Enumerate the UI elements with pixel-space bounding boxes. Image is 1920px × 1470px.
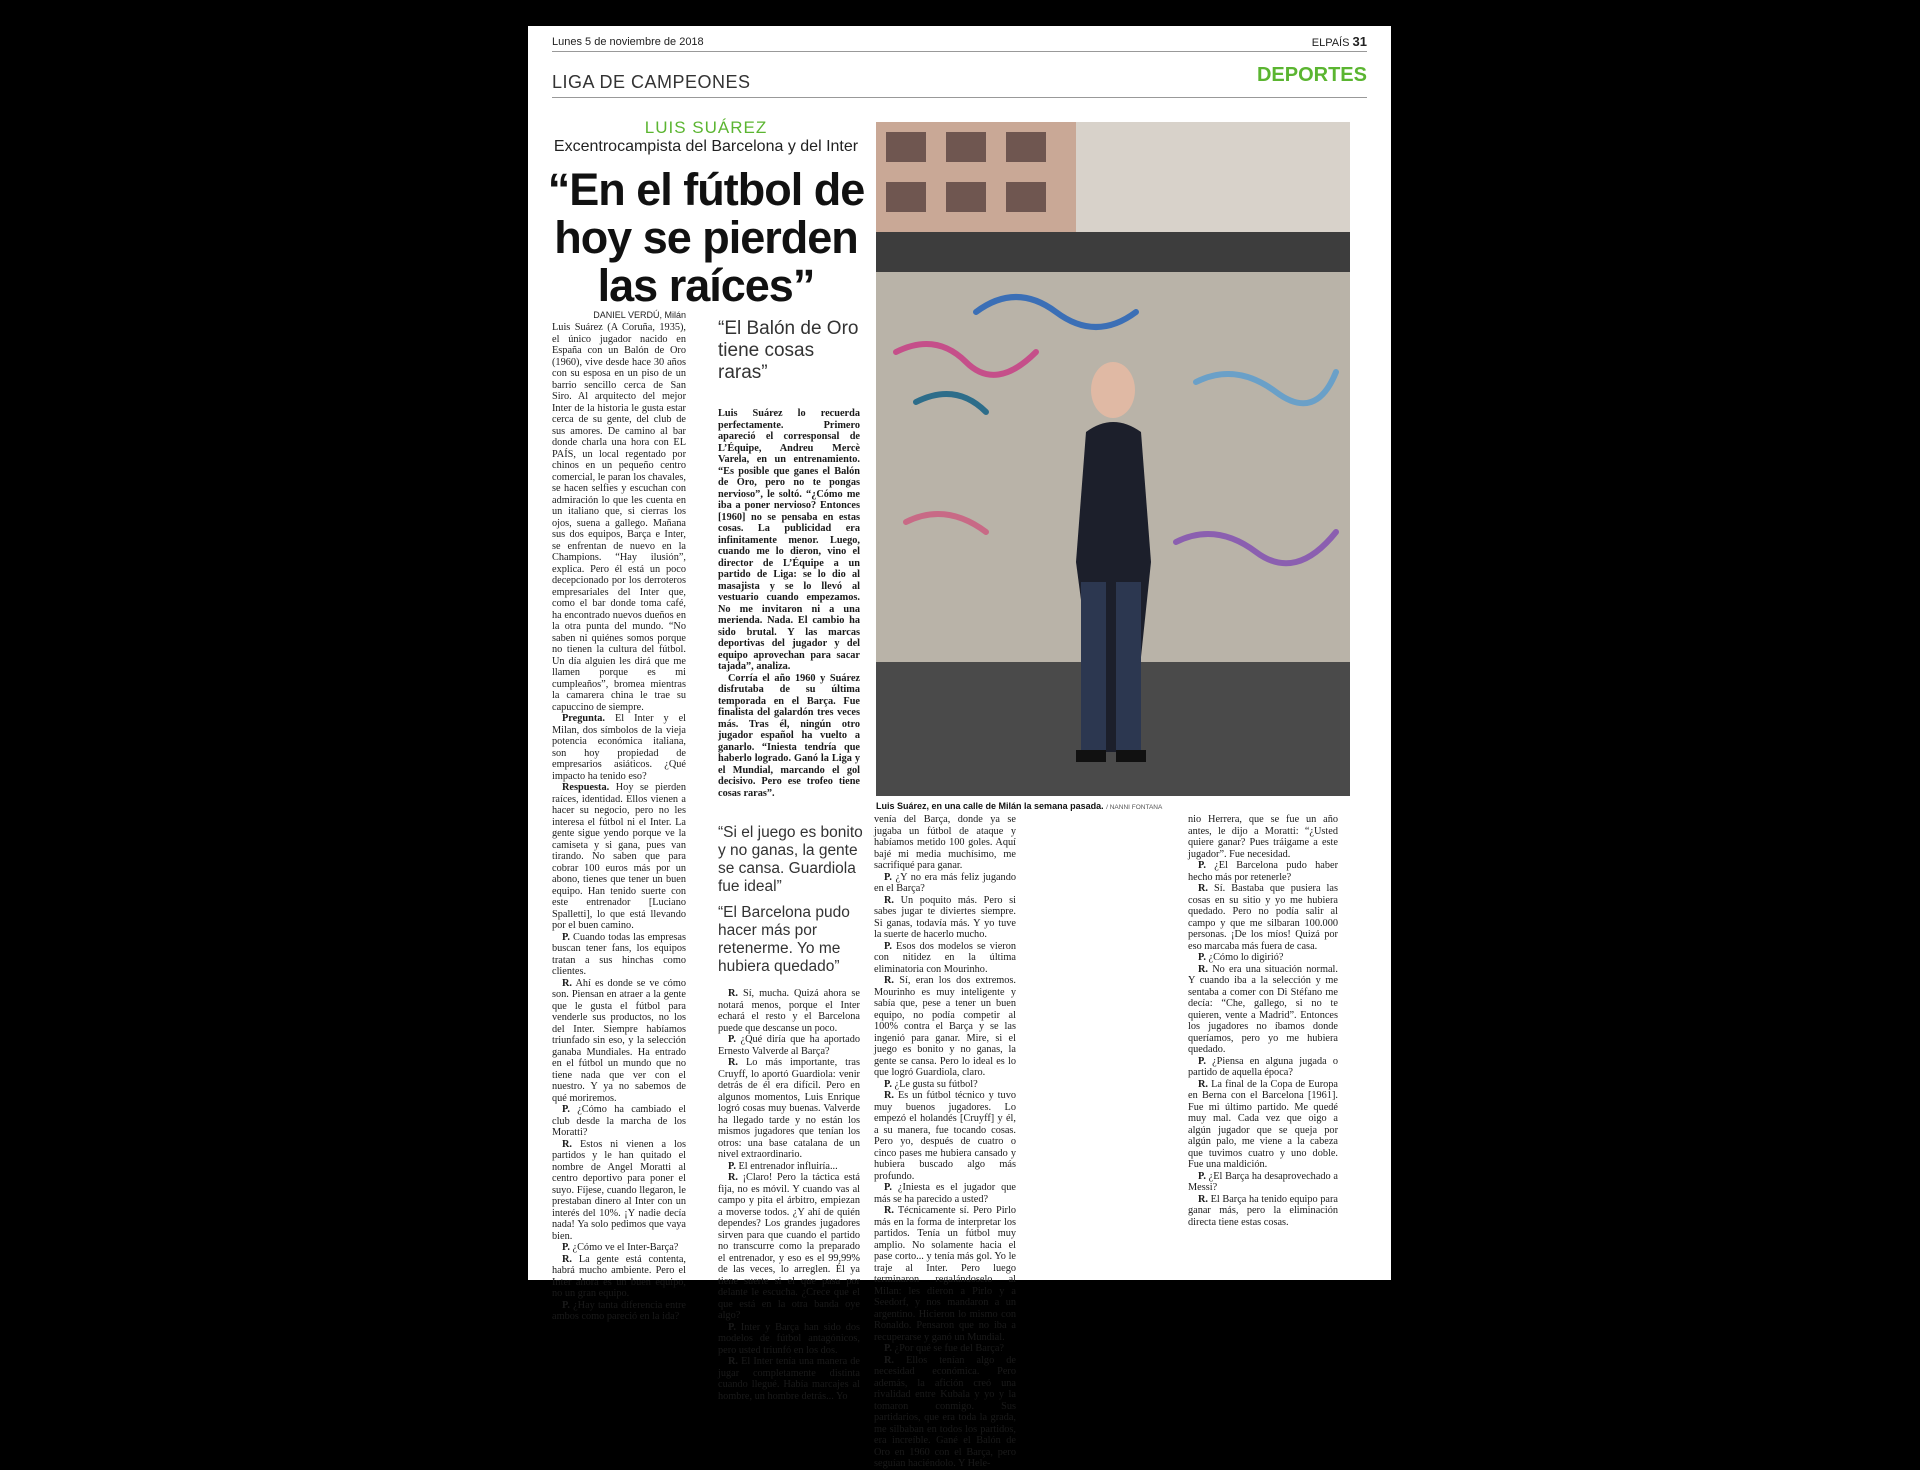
qa-paragraph xyxy=(874,814,1016,872)
qa-marker: Pregunta. xyxy=(562,713,605,724)
article-subkicker: Excentrocampista del Barcelona y del Inter xyxy=(553,138,859,155)
qa-text: El entrenador influiría... xyxy=(735,1160,838,1172)
qa-paragraph xyxy=(874,1343,1016,1355)
qa-marker: R. xyxy=(1198,883,1209,894)
qa-marker: P. xyxy=(562,1242,570,1253)
qa-paragraph xyxy=(874,1355,1016,1470)
qa-paragraph xyxy=(718,1172,860,1322)
photo-illustration xyxy=(876,122,1350,796)
qa-paragraph xyxy=(718,1161,860,1173)
qa-marker: R. xyxy=(884,975,895,986)
intro-paragraph: Luis Suárez (A Coruña, 1935), el único jugador nacido en España con un Balón de Oro (1960), vive desde hace 30 años con su esposa en un piso de un barrio sencillo cerca de San Siro. Al arquitecto del mejor Inter de la historia le gusta estar cerca de su gente, del club de sus amores. De camino al bar donde charla una hora con EL PAÍS, un local regentado por chinos en un pequeño centro comercial, le paran los chavales, se hacen selfies y escuchan con admiración lo que les cuenta en un italiano que, si cierras los ojos, suena a gallego. Mañana sus dos equipos, Barça e Inter, se enfrentan de nuevo en la Champions. “Hay ilusión”, explica. Pero él está un poco decepcionado por los derroteros empresariales del Inter que, como el bar donde toma café, ha encontrado nuevos dueños en la otra punta del mundo. “No saben ni quiénes somos porque no tienen la cultura del fútbol. Un día alguien les dirá que me llamen porque es mi cumpleaños”, bromea mientras la camarera china le trae su capuccino de siempre. xyxy=(552,322,686,713)
qa-paragraph xyxy=(552,1139,686,1243)
qa-marker: R. xyxy=(1198,1078,1209,1090)
qa-paragraph xyxy=(718,988,860,1034)
qa-paragraph xyxy=(552,1104,686,1139)
sidebar-paragraph-2: Corría el año 1960 y Suárez disfrutaba de su última temporada en el Barça. Fue finalista del galardón tres veces más. Tras él, ningún otro jugador español ha vuelto a ganarlo. “Iniesta tendría que haberlo logrado. Ganó la Liga y el Mundial, marcando el gol decisivo. Pero ese trofeo tiene cosas raras”. xyxy=(718,672,860,799)
qa-marker: P. xyxy=(884,940,892,952)
qa-paragraph xyxy=(718,1057,860,1161)
section-title: LIGA DE CAMPEONES xyxy=(552,72,751,92)
qa-text: ¿Y no era más feliz jugando en el Barça? xyxy=(874,871,1016,894)
article-headline: “En el fútbol de hoy se pierden las raíces” xyxy=(547,164,865,311)
qa-marker: R. xyxy=(562,1138,573,1150)
qa-marker: R. xyxy=(884,1205,895,1216)
qa-paragraph xyxy=(1188,1056,1338,1079)
qa-marker: R. xyxy=(562,1253,573,1265)
qa-text: La gente está contenta, habrá mucho ambiente. Pero el Inter ahora es un buen equipo, no un gran equipo. xyxy=(552,1253,686,1299)
qa-marker: P. xyxy=(1198,1055,1206,1067)
qa-text: Hoy se pierden raíces, identidad. Ellos vienen a hacer su negocio, pero no les interesa el fútbol ni el Inter. La gente sigue yendo porque ve la camiseta y si gana, pues van tirando. No saben que para cobrar 100 euros más por un abono, tienes que tener un buen equipo. Han tenido suerte con este entrenador [Luciano Spalletti], lo que está llevando por el buen camino. xyxy=(552,782,686,931)
qa-paragraph xyxy=(874,1079,1016,1091)
qa-paragraph xyxy=(552,978,686,1105)
qa-text: Sí. Bastaba que pusiera las cosas en su sitio y yo me hubiera quedado. Pero no podía salir al campo y que me silbaran 100.000 personas. ¡De los míos! Quizá por eso marcaba más fuera de casa. xyxy=(1188,883,1338,952)
byline: DANIEL VERDÚ, Milán xyxy=(593,310,686,320)
qa-text: ¿Piensa en alguna jugada o partido de aquella época? xyxy=(1188,1055,1338,1078)
qa-marker: R. xyxy=(884,1090,895,1101)
pullquote-2: “Si el juego es bonito y no ganas, la gente se cansa. Guardiola fue ideal” xyxy=(718,824,863,895)
qa-text: ¿El Barça ha desaprovechado a Messi? xyxy=(1188,1170,1338,1193)
qa-text: ¿Cómo ve el Inter-Barça? xyxy=(569,1242,679,1253)
qa-marker: R. xyxy=(728,1172,739,1183)
qa-text: Técnicamente sí. Pero Pirlo más en la forma de interpretar los partidos. Tenía un fútbol muy amplio. No solamente hacia el pase corto... y tenía más gol. Yo le traje al Inter. Pero luego terminaron regalándoselo al Milan: les dieron a Pirlo y a Seedorf, y nos mandaron a un argentino. Hicieron lo mismo con Ronaldo. Pensaron que no iba a recuperarse y ganó un Mundial. xyxy=(874,1205,1016,1343)
body-column-1 xyxy=(552,322,686,1323)
qa-paragraph xyxy=(1188,1079,1338,1171)
qa-marker: P. xyxy=(728,1160,736,1172)
qa-text: El Barça ha tenido equipo para ganar más, pero la eliminación directa tiene estas cosas. xyxy=(1188,1193,1338,1228)
qa-paragraph xyxy=(1188,952,1338,964)
qa-marker: P. xyxy=(562,1104,570,1115)
qa-text: Un poquito más. Pero si sabes jugar te diviertes siempre. Si ganas, todavía más. Y yo tuve la suerte de hacerlo mucho. xyxy=(874,894,1016,940)
qa-marker: R. xyxy=(728,1356,739,1367)
qa-paragraph xyxy=(874,872,1016,895)
page-number: 31 xyxy=(1352,34,1367,49)
qa-paragraph xyxy=(874,1090,1016,1182)
qa-text: Sí, mucha. Quizá ahora se notará menos, porque el Inter echará el resto y el Barcelona puede que descanse un poco. xyxy=(718,988,860,1034)
qa-text: Ellos tenían algo de necesidad económica. Pero además, la afición creó una rivalidad entre Kubala y yo y la tomaron conmigo. Sus partidarios, que era toda la grada, me silbaban en todos los partidos, era increíble. Gané el Balón de Oro en 1960 con el Barça, pero seguían haciéndolo. Y Hele- xyxy=(874,1354,1016,1469)
photo-caption xyxy=(876,801,1350,811)
qa-paragraph xyxy=(552,1242,686,1254)
qa-text: ¿Iniesta es el jugador que más se ha parecido a usted? xyxy=(874,1182,1016,1205)
qa-marker: R. xyxy=(728,1057,739,1068)
body-column-5 xyxy=(1188,814,1338,1228)
qa-text: ¿Hay tanta diferencia entre ambos como pareció en la ida? xyxy=(552,1299,686,1322)
qa-list-3 xyxy=(874,814,1016,1470)
caption-text: Luis Suárez, en una calle de Milán la semana pasada. xyxy=(876,801,1104,811)
qa-marker: P. xyxy=(1198,952,1206,963)
section-label: DEPORTES xyxy=(1256,64,1367,86)
newspaper-page xyxy=(528,26,1391,1469)
qa-text: Ahí es donde se ve cómo son. Piensan en atraer a la gente que le gusta el fútbol para venderle sus productos, no los del Inter. Siempre habíamos triunfado sin eso, y la selección ganaba Mundiales. Ha entrado en el fútbol un mundo que no tiene nada que ver con el nuestro. Y ya no sabemos de qué moriremos. xyxy=(552,977,686,1104)
qa-text: Cuando todas las empresas buscan tener fans, los equipos tratan a sus hinchas como clientes. xyxy=(552,931,686,977)
qa-marker: P. xyxy=(1198,860,1206,871)
qa-paragraph xyxy=(1188,964,1338,1056)
qa-marker: P. xyxy=(562,931,570,943)
body-column-2 xyxy=(718,988,860,1402)
masthead-page xyxy=(1312,34,1367,49)
photo-credit: / NANNI FONTANA xyxy=(1106,804,1163,811)
qa-marker: P. xyxy=(884,871,892,883)
qa-paragraph xyxy=(1188,883,1338,952)
qa-paragraph xyxy=(552,1300,686,1323)
qa-marker: R. xyxy=(562,977,573,989)
sidebar-column xyxy=(718,408,860,799)
qa-text: El Inter y el Milan, dos símbolos de la vieja potencia económica italiana, son hoy propiedad de empresarios asiáticos. ¿Qué impacto ha tenido eso? xyxy=(552,713,686,782)
paper-name: ELPAÍS xyxy=(1311,37,1350,49)
qa-text: ¿Le gusta su fútbol? xyxy=(891,1078,978,1090)
qa-text: Sí, eran los dos extremos. Mourinho es muy inteligente y sabía que, pese a tener un buen equipo, no podía competir al 100% contra el Barça y se las ingenió para ganar. Mire, si el juego es bonito y no ganas, la gente se cansa. Pero lo ideal es lo que logró Guardiola, claro. xyxy=(874,975,1016,1078)
qa-paragraph xyxy=(1188,1171,1338,1194)
qa-paragraph xyxy=(874,1205,1016,1343)
qa-text: No era una situación normal. Y cuando iba a la selección y me sentaba a comer con Di Stéfano me decía: “Che, gallego, si no te quieren, vente a Madrid”. Entonces los jugadores no íbamos donde queríamos, pero yo me hubiera quedado. xyxy=(1188,963,1338,1055)
qa-marker: R. xyxy=(1198,963,1209,975)
body-column-3 xyxy=(874,814,1016,1470)
qa-text: nio Herrera, que se fue un año antes, le dijo a Moratti: “¿Usted quiere ganar? Pues tráigame a este jugador”. Fue necesidad. xyxy=(1188,814,1338,860)
qa-text: ¿Qué diría que ha aportado Ernesto Valverde al Barça? xyxy=(718,1034,860,1057)
qa-marker: Respuesta. xyxy=(562,782,610,793)
pullquote-1: “El Balón de Oro tiene cosas raras” xyxy=(718,318,859,383)
qa-paragraph xyxy=(718,1356,860,1402)
qa-text: Estos ni vienen a los partidos y le han quitado el nombre de Angel Moratti al centro deportivo para poner el suyo. Fíjese, cuando llegaron, le prestaban dinero al Inter con un interés del 10%. ¡Y nadie decía nada! Ya solo pedimos que vaya bien. xyxy=(552,1138,686,1242)
top-rule xyxy=(552,51,1367,52)
issue-date: Lunes 5 de noviembre de 2018 xyxy=(552,36,704,48)
qa-text: ¿El Barcelona pudo haber hecho más por retenerle? xyxy=(1188,860,1338,883)
qa-paragraph xyxy=(718,1034,860,1057)
qa-marker: R. xyxy=(884,1354,895,1366)
qa-paragraph xyxy=(718,1322,860,1357)
qa-paragraph xyxy=(1188,860,1338,883)
qa-paragraph xyxy=(552,932,686,978)
qa-paragraph xyxy=(552,1254,686,1300)
qa-marker: P. xyxy=(884,1343,892,1354)
article-photo xyxy=(876,122,1350,796)
qa-paragraph xyxy=(552,782,686,932)
sidebar-paragraph-1: Luis Suárez lo recuerda perfectamente. Primero apareció el corresponsal de L’Équipe, Andreu Mercè Varela, en un entrenamiento. “Es posible que ganes el Balón de Oro, pero no te pongas nervioso”, le soltó. “¿Cómo me iba a poner nervioso? Entonces [1960] no se pensaba en estas cosas. La publicidad era infinitamente menor. Luego, cuando me lo dieron, vino el director de L’Équipe a un partido de Liga: se lo dio al masajista y se lo llevó al vestuario cuando empezamos. No me invitaron ni a una merienda. Nada. El cambio ha sido brutal. Y las marcas deportivas del jugador y del equipo aprovechan para sacar tajada”, analiza. xyxy=(718,408,860,672)
qa-marker: R. xyxy=(1198,1193,1209,1205)
section-rule xyxy=(552,97,1367,98)
qa-paragraph xyxy=(1188,814,1338,860)
qa-text: Lo más importante, tras Cruyff, lo aportó Guardiola: venir detrás de él era difícil. Pero en algunos momentos, Luis Enrique logró cosas muy buenas. Valverde ha llegado tarde y no están los mismos jugadores que tenían los otros: una base catalana de un nivel extraordinario. xyxy=(718,1057,860,1160)
qa-text: El Inter tenía una manera de jugar completamente distinta cuando llegué. Había marcajes al hombre, un hombre detrás... Yo xyxy=(718,1356,860,1402)
qa-text: Inter y Barça han sido dos modelos de fútbol antagónicos, pero usted triunfó en los dos. xyxy=(718,1321,860,1356)
qa-marker: P. xyxy=(562,1299,570,1311)
qa-paragraph xyxy=(552,713,686,782)
qa-paragraph xyxy=(874,975,1016,1079)
qa-marker: P. xyxy=(1198,1170,1206,1182)
qa-paragraph xyxy=(1188,1194,1338,1229)
qa-marker: P. xyxy=(884,1182,892,1193)
qa-list-1 xyxy=(552,713,686,1323)
qa-marker: P. xyxy=(728,1034,736,1045)
qa-text: ¿Cómo lo digirió? xyxy=(1205,952,1284,963)
article-kicker: LUIS SUÁREZ xyxy=(644,118,768,137)
qa-text: La final de la Copa de Europa en Berna con el Barcelona [1961]. Fue mi último partido. Me quedé muy mal. Cada vez que oigo a algún jugador que se queja por algún palo, me viene a la cabeza que tuvimos cuatro y uno doble. Fue una maldición. xyxy=(1188,1078,1338,1170)
qa-paragraph xyxy=(874,1182,1016,1205)
qa-text: ¿Cómo ha cambiado el club desde la marcha de los Moratti? xyxy=(552,1104,686,1138)
pullquote-3: “El Barcelona pudo hacer más por retenerme. Yo me hubiera quedado” xyxy=(718,904,850,975)
qa-text: Es un fútbol técnico y tuvo muy buenos jugadores. Lo empezó el holandés [Cruyff] y él, a su manera, fue tocando cosas. Pero yo, después de cuatro o cinco pases me hubiera cansado y hubiera buscado algo más profundo. xyxy=(874,1090,1016,1182)
qa-text: ¡Claro! Pero la táctica está fija, no es móvil. Y cuando vas al campo y pita el árbitro, empiezan a moverse todos. ¿Y ahí de quién dependes? Los grandes jugadores sirven para que cuando el partido no transcurre como la preparado el entrenador, y eso es el 99,99% de las veces, lo arreglen. Él ya tiene suerte si el que pasa por delante le escucha. ¿Crece que el que está en la otra banda oye algo? xyxy=(718,1172,860,1321)
qa-marker: P. xyxy=(728,1321,736,1333)
qa-list-5 xyxy=(1188,814,1338,1228)
qa-paragraph xyxy=(874,895,1016,941)
qa-text: Esos dos modelos se vieron con nitidez en la última eliminatoria con Mourinho. xyxy=(874,940,1016,975)
qa-marker: R. xyxy=(728,988,739,999)
qa-marker: P. xyxy=(884,1078,892,1090)
qa-text: ¿Por qué se fue del Barça? xyxy=(891,1343,1004,1354)
qa-text: venía del Barça, donde ya se jugaba un fútbol de ataque y habíamos metido 100 goles. Aquí bajé mi media muchísimo, me sacrifiqué para ganar. xyxy=(874,814,1016,871)
qa-paragraph xyxy=(874,941,1016,976)
qa-list-2 xyxy=(718,988,860,1402)
qa-marker: R. xyxy=(884,894,895,906)
